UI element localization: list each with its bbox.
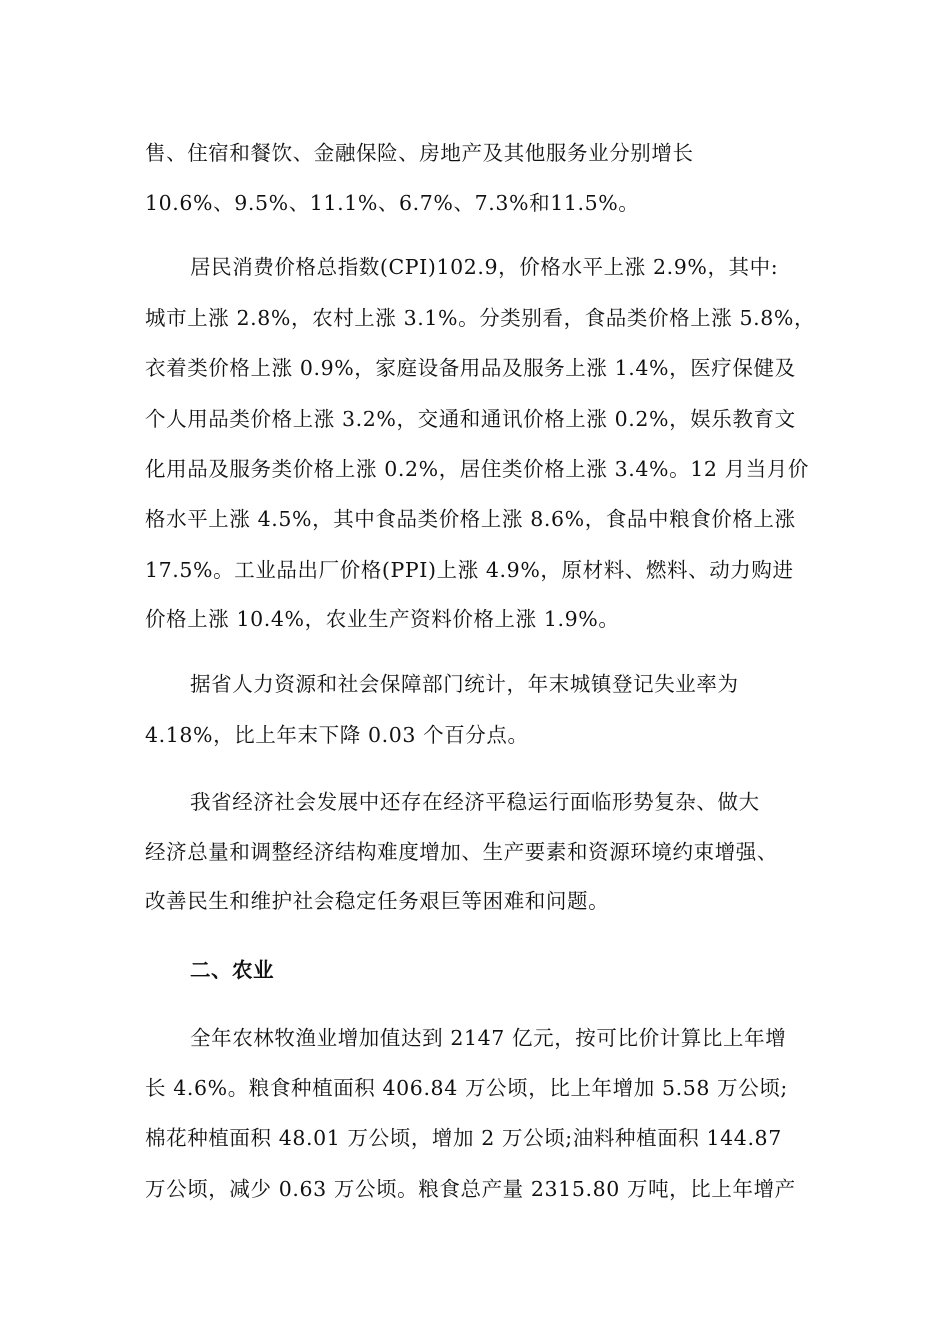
text-line: 售、住宿和餐饮、金融保险、房地产及其他服务业分别增长 (145, 141, 694, 165)
text-line: 我省经济社会发展中还存在经济平稳运行面临形势复杂、做大 (190, 790, 760, 814)
text-line: 棉花种植面积 48.01 万公顷，增加 2 万公顷;油料种植面积 144.87 (145, 1126, 782, 1150)
text-line: 价格上涨 10.4%，农业生产资料价格上涨 1.9%。 (145, 607, 620, 631)
text-line: 改善民生和维护社会稳定任务艰巨等困难和问题。 (145, 889, 610, 913)
text-line: 衣着类价格上涨 0.9%，家庭设备用品及服务上涨 1.4%，医疗保健及 (145, 356, 796, 380)
text-line: 17.5%。工业品出厂价格(PPI)上涨 4.9%，原材料、燃料、动力购进 (145, 558, 794, 582)
text-line: 居民消费价格总指数(CPI)102.9，价格水平上涨 2.9%，其中: (190, 255, 779, 279)
text-line: 万公顷，减少 0.63 万公顷。粮食总产量 2315.80 万吨，比上年增产 (145, 1177, 796, 1201)
text-line: 城市上涨 2.8%，农村上涨 3.1%。分类别看，食品类价格上涨 5.8%， (145, 306, 816, 330)
section-heading: 二、农业 (190, 958, 274, 982)
text-line: 个人用品类价格上涨 3.2%，交通和通讯价格上涨 0.2%，娱乐教育文 (145, 407, 796, 431)
text-line: 全年农林牧渔业增加值达到 2147 亿元，按可比价计算比上年增 (190, 1026, 787, 1050)
text-line: 化用品及服务类价格上涨 0.2%，居住类价格上涨 3.4%。12 月当月价 (145, 457, 809, 481)
text-line: 据省人力资源和社会保障部门统计，年末城镇登记失业率为 (190, 672, 739, 696)
text-line: 10.6%、9.5%、11.1%、6.7%、7.3%和11.5%。 (145, 191, 640, 215)
text-line: 4.18%，比上年末下降 0.03 个百分点。 (145, 723, 529, 747)
text-line: 长 4.6%。粮食种植面积 406.84 万公顷，比上年增加 5.58 万公顷; (145, 1076, 788, 1100)
text-line: 经济总量和调整经济结构难度增加、生产要素和资源环境约束增强、 (145, 840, 778, 864)
text-line: 格水平上涨 4.5%，其中食品类价格上涨 8.6%，食品中粮食价格上涨 (145, 507, 796, 531)
